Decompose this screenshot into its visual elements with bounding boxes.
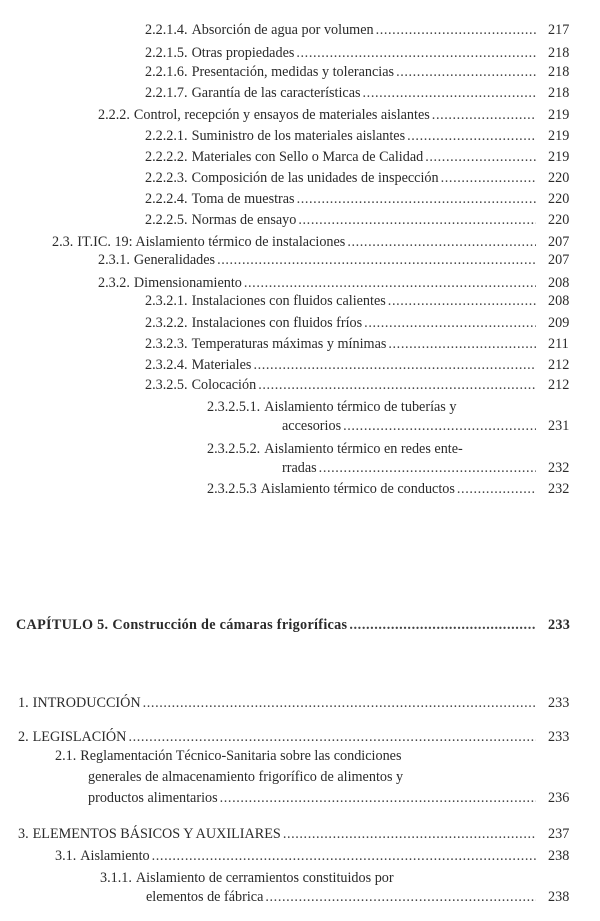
toc-entry-title: elementos de fábrica — [146, 889, 264, 905]
toc-entry-number: 2.2.2.2. — [145, 149, 188, 165]
toc-entry-title: Colocación — [191, 377, 257, 393]
dot-leader — [265, 887, 536, 907]
toc-entry-line[interactable] — [88, 788, 536, 808]
toc-entry-title: Instalaciones con fluidos fríos — [191, 315, 363, 331]
toc-entry-title: productos alimentarios — [88, 790, 218, 806]
toc-entry-line[interactable] — [55, 746, 402, 766]
toc-entry-line[interactable] — [146, 887, 536, 907]
toc-entry-number: 2.3.2.3. — [145, 336, 188, 352]
toc-entry-line[interactable] — [98, 105, 536, 125]
toc-page-number: 211 — [548, 336, 569, 352]
toc-entry-title: Aislamiento térmico de conductos — [260, 481, 455, 497]
toc-entry-number: 2.3.2.5. — [145, 377, 188, 393]
toc-entry-title: Aislamiento térmico en redes ente- — [264, 441, 463, 457]
toc-page-number: 236 — [548, 790, 570, 806]
toc-entry-number: 2.2.2.1. — [145, 128, 188, 144]
dot-leader — [425, 147, 536, 167]
toc-entry-line[interactable] — [18, 693, 536, 713]
toc-page-number: 233 — [548, 729, 570, 745]
toc-entry-title: Instalaciones con fluidos calientes — [191, 293, 386, 309]
toc-page-number: 238 — [548, 848, 570, 864]
toc-entry-title: Otras propiedades — [191, 45, 295, 61]
toc-page-number: 219 — [548, 107, 570, 123]
dot-leader — [432, 105, 536, 125]
toc-entry-line[interactable] — [145, 62, 536, 82]
toc-entry-title: Dimensionamiento — [133, 275, 242, 291]
toc-page-number: 231 — [548, 418, 570, 434]
dot-leader — [349, 615, 536, 635]
toc-entry-title: INTRODUCCIÓN — [32, 695, 141, 711]
dot-leader — [296, 43, 536, 63]
toc-entry-number: 3. — [18, 826, 29, 842]
dot-leader — [457, 479, 536, 499]
toc-page-number: 218 — [548, 85, 570, 101]
toc-entry-title: Materiales — [191, 357, 252, 373]
toc-entry-number: 2.2.2. — [98, 107, 130, 123]
dot-leader — [297, 189, 536, 209]
toc-page-number: 232 — [548, 460, 570, 476]
toc-entry-number: 2.2.2.3. — [145, 170, 188, 186]
toc-entry-number: CAPÍTULO 5. — [16, 617, 109, 633]
toc-entry-line[interactable] — [55, 846, 536, 866]
toc-entry-line[interactable] — [145, 126, 536, 146]
toc-entry-title: Aislamiento de cerramientos constituidos por — [135, 870, 394, 886]
toc-page-number: 207 — [548, 252, 570, 268]
toc-entry-title: Garantía de las características — [191, 85, 361, 101]
toc-entry-line[interactable] — [18, 824, 536, 844]
toc-entry-title: Construcción de cámaras frigoríficas — [112, 617, 348, 633]
toc-entry-title: generales de almacenamiento frigorífico de alimentos y — [88, 769, 404, 785]
toc-page-number: 217 — [548, 22, 570, 38]
toc-entry-number: 2.1. — [55, 748, 77, 764]
toc-entry-title: Temperaturas máximas y mínimas — [191, 336, 387, 352]
toc-page-number: 233 — [548, 695, 570, 711]
toc-entry-line[interactable] — [18, 727, 536, 747]
toc-entry-line[interactable] — [282, 458, 536, 478]
toc-entry-number: 2.3.2.5.1. — [207, 399, 261, 415]
toc-entry-line[interactable] — [145, 313, 536, 333]
dot-leader — [396, 62, 536, 82]
dot-leader — [152, 846, 536, 866]
toc-entry-title: Materiales con Sello o Marca de Calidad — [191, 149, 424, 165]
toc-page-number: 220 — [548, 191, 570, 207]
toc-entry-number: 2.2.1.6. — [145, 64, 188, 80]
toc-page-number: 233 — [548, 617, 571, 633]
dot-leader — [347, 232, 536, 252]
toc-entry-line[interactable] — [52, 232, 536, 252]
toc-entry-line[interactable] — [145, 375, 536, 395]
toc-page-number: 220 — [548, 170, 570, 186]
dot-leader — [143, 693, 536, 713]
toc-entry-number: 2.3.1. — [98, 252, 130, 268]
dot-leader — [244, 273, 536, 293]
toc-entry-line[interactable] — [145, 83, 536, 103]
toc-entry-line[interactable] — [207, 439, 463, 459]
toc-entry-number: 2.3.2.1. — [145, 293, 188, 309]
dot-leader — [283, 824, 536, 844]
dot-leader — [220, 788, 536, 808]
toc-entry-number: 2.3.2.2. — [145, 315, 188, 331]
toc-page-number: 220 — [548, 212, 570, 228]
toc-page-number: 212 — [548, 357, 570, 373]
toc-entry-number: 2.2.1.7. — [145, 85, 188, 101]
toc-entry-title: IT.IC. 19: Aislamiento térmico de instalaciones — [77, 234, 346, 250]
dot-leader — [376, 20, 536, 40]
toc-entry-line[interactable] — [88, 767, 403, 787]
toc-entry-number: 2.3.2.5.3 — [207, 481, 257, 497]
toc-page-number: 218 — [548, 64, 570, 80]
toc-entry-title: Aislamiento — [80, 848, 150, 864]
toc-entry-title: Aislamiento térmico de tuberías y — [264, 399, 457, 415]
toc-page-number: 238 — [548, 889, 570, 905]
toc-entry-title: LEGISLACIÓN — [32, 729, 127, 745]
toc-page-number: 219 — [548, 128, 570, 144]
dot-leader — [363, 83, 536, 103]
dot-leader — [364, 313, 536, 333]
toc-entry-title: Control, recepción y ensayos de materiales aislantes — [133, 107, 430, 123]
dot-leader — [258, 375, 536, 395]
toc-entry-line[interactable] — [145, 210, 536, 230]
dot-leader — [388, 334, 536, 354]
toc-entry-title: Generalidades — [133, 252, 216, 268]
toc-entry-title: rradas — [282, 460, 317, 476]
toc-entry-title: Normas de ensayo — [191, 212, 297, 228]
dot-leader — [319, 458, 536, 478]
toc-entry-line[interactable] — [100, 868, 394, 888]
toc-entry-number: 2.3.2. — [98, 275, 130, 291]
toc-entry-number: 1. — [18, 695, 29, 711]
toc-page-number: 209 — [548, 315, 570, 331]
toc-page-number: 208 — [548, 293, 570, 309]
toc-entry-title: Presentación, medidas y tolerancias — [191, 64, 395, 80]
toc-page-number: 237 — [548, 826, 570, 842]
toc-entry-line[interactable] — [207, 397, 456, 417]
toc-page-number: 208 — [548, 275, 570, 291]
toc-entry-number: 2.3.2.5.2. — [207, 441, 261, 457]
toc-entry-line[interactable] — [145, 147, 536, 167]
toc-entry-number: 3.1.1. — [100, 870, 132, 886]
toc-entry-title: Toma de muestras — [191, 191, 295, 207]
toc-entry-number: 2.2.2.4. — [145, 191, 188, 207]
toc-entry-line[interactable] — [145, 355, 536, 375]
toc-entry-title: Suministro de los materiales aislantes — [191, 128, 406, 144]
toc-entry-line[interactable] — [145, 43, 536, 63]
toc-entry-line[interactable] — [145, 291, 536, 311]
toc-entry-title: Absorción de agua por volumen — [191, 22, 374, 38]
toc-entry-line[interactable] — [282, 416, 536, 436]
dot-leader — [343, 416, 536, 436]
toc-entry-title: Composición de las unidades de inspección — [191, 170, 439, 186]
toc-entry-line[interactable] — [145, 20, 536, 40]
dot-leader — [298, 210, 536, 230]
toc-entry-title: Reglamentación Técnico-Sanitaria sobre las condiciones — [80, 748, 402, 764]
toc-entry-line[interactable] — [145, 168, 536, 188]
toc-entry-number: 2.3. — [52, 234, 74, 250]
toc-entry-number: 2.2.1.5. — [145, 45, 188, 61]
dot-leader — [253, 355, 536, 375]
toc-entry-number: 2.3.2.4. — [145, 357, 188, 373]
toc-page-number: 207 — [548, 234, 570, 250]
toc-entry-line[interactable] — [145, 334, 536, 354]
toc-entry-number: 3.1. — [55, 848, 77, 864]
toc-entry-line[interactable] — [16, 615, 536, 635]
dot-leader — [441, 168, 536, 188]
dot-leader — [217, 250, 536, 270]
toc-entry-line[interactable] — [98, 250, 536, 270]
toc-entry-title: ELEMENTOS BÁSICOS Y AUXILIARES — [32, 826, 281, 842]
toc-page-number: 218 — [548, 45, 570, 61]
toc-entry-number: 2.2.1.4. — [145, 22, 188, 38]
toc-page-number: 219 — [548, 149, 570, 165]
toc-entry-number: 2.2.2.5. — [145, 212, 188, 228]
dot-leader — [407, 126, 536, 146]
toc-page-number: 232 — [548, 481, 570, 497]
toc-entry-title: accesorios — [282, 418, 342, 434]
toc-entry-number: 2. — [18, 729, 29, 745]
toc-page-number: 212 — [548, 377, 570, 393]
toc-entry-line[interactable] — [207, 479, 536, 499]
dot-leader — [128, 727, 536, 747]
toc-entry-line[interactable] — [145, 189, 536, 209]
toc-entry-line[interactable] — [98, 273, 536, 293]
dot-leader — [388, 291, 536, 311]
